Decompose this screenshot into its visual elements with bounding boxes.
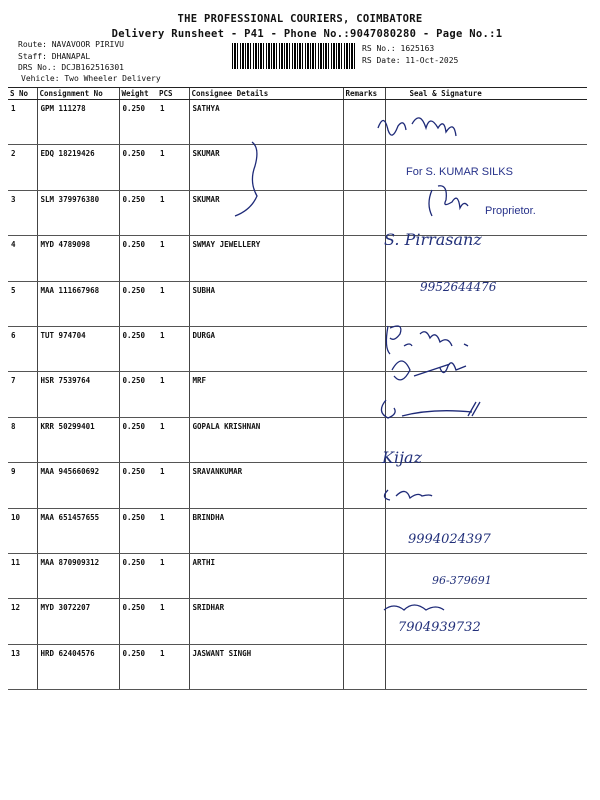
cell-weight: 0.250	[119, 463, 157, 508]
cell-sno: 9	[8, 463, 37, 508]
cell-consignee: BRINDHA	[189, 508, 343, 553]
cell-weight: 0.250	[119, 236, 157, 281]
col-header-signature: Seal & Signature	[385, 88, 587, 100]
cell-pcs: 1	[157, 281, 189, 326]
runsheet-subtitle: Delivery Runsheet - P41 - Phone No.:9047080280 - Page No.:1	[111, 28, 503, 40]
cell-consignment: MAA 870909312	[37, 553, 119, 598]
cell-sno: 6	[8, 326, 37, 371]
drs-number: DRS No.: DCJB162516301	[18, 63, 124, 72]
signature-row1	[378, 118, 456, 136]
cell-sno: 8	[8, 417, 37, 462]
signature-row10	[384, 490, 432, 500]
cell-pcs: 1	[157, 145, 189, 190]
cell-weight: 0.250	[119, 553, 157, 598]
cell-consignee: GOPALA KRISHNAN	[189, 417, 343, 462]
cell-sno: 10	[8, 508, 37, 553]
cell-sno: 13	[8, 644, 37, 689]
col-header-pcs: PCS	[157, 88, 189, 100]
staff-label: Staff: DHANAPAL	[18, 52, 91, 61]
cell-consignment: HRD 62404576	[37, 644, 119, 689]
cell-consignee: ARTHI	[189, 553, 343, 598]
cell-weight: 0.250	[119, 281, 157, 326]
cell-pcs: 1	[157, 190, 189, 235]
shop-stamp-line1: For S. KUMAR SILKS	[406, 166, 513, 178]
cell-sno: 2	[8, 145, 37, 190]
cell-weight: 0.250	[119, 417, 157, 462]
cell-pcs: 1	[157, 236, 189, 281]
handwritten-phone-row12: 96-379691	[432, 574, 492, 587]
cell-sno: 5	[8, 281, 37, 326]
cell-weight: 0.250	[119, 190, 157, 235]
cell-pcs: 1	[157, 100, 189, 145]
route-label: Route: NAVAVOOR PIRIVU	[18, 40, 124, 49]
cell-weight: 0.250	[119, 644, 157, 689]
cell-pcs: 1	[157, 553, 189, 598]
cell-weight: 0.250	[119, 145, 157, 190]
signature-row13	[384, 605, 444, 610]
cell-pcs: 1	[157, 372, 189, 417]
cell-sno: 7	[8, 372, 37, 417]
col-header-weight: Weight	[119, 88, 157, 100]
cell-consignee: SWMAY JEWELLERY	[189, 236, 343, 281]
cell-sno: 3	[8, 190, 37, 235]
cell-weight: 0.250	[119, 508, 157, 553]
signature-row3	[429, 186, 468, 216]
shop-stamp-line2: Proprietor.	[485, 205, 536, 217]
cell-sno: 11	[8, 553, 37, 598]
cell-consignee: SKUMAR	[189, 190, 343, 235]
cell-sno: 12	[8, 599, 37, 644]
cell-consignment: HSR 7539764	[37, 372, 119, 417]
cell-pcs: 1	[157, 463, 189, 508]
cell-consignment: MYD 3072207	[37, 599, 119, 644]
col-header-remarks: Remarks	[343, 88, 385, 100]
cell-pcs: 1	[157, 508, 189, 553]
cell-consignee: SATHYA	[189, 100, 343, 145]
signature-row7	[392, 361, 466, 380]
signature-row6	[386, 326, 468, 354]
cell-consignee: DURGA	[189, 326, 343, 371]
rs-number: RS No.: 1625163	[362, 44, 435, 53]
col-header-consignee: Consignee Details	[189, 88, 343, 100]
cell-consignment: MAA 651457655	[37, 508, 119, 553]
cell-consignment: MAA 945660692	[37, 463, 119, 508]
signature-row9: Kijaz	[382, 448, 422, 467]
cell-consignment: TUT 974704	[37, 326, 119, 371]
cell-consignment: GPM 111278	[37, 100, 119, 145]
cell-sno: 1	[8, 100, 37, 145]
cell-consignee: MRF	[189, 372, 343, 417]
cell-consignment: MAA 111667968	[37, 281, 119, 326]
handwritten-phone-row5: 9952644476	[420, 280, 497, 294]
signature-row8	[381, 400, 480, 418]
signature-row4: S. Pirrasanz	[384, 230, 482, 249]
cell-consignee: SUBHA	[189, 281, 343, 326]
cell-weight: 0.250	[119, 326, 157, 371]
cell-consignee: JASWANT SINGH	[189, 644, 343, 689]
cell-consignment: MYD 4789098	[37, 236, 119, 281]
cell-consignment: EDQ 18219426	[37, 145, 119, 190]
rs-date: RS Date: 11-Oct-2025	[362, 56, 459, 65]
cell-consignee: SKUMAR	[189, 145, 343, 190]
col-header-consignment: Consignment No	[37, 88, 119, 100]
signature-row2-scribble	[235, 142, 257, 216]
cell-pcs: 1	[157, 326, 189, 371]
cell-weight: 0.250	[119, 100, 157, 145]
cell-sno: 4	[8, 236, 37, 281]
cell-weight: 0.250	[119, 599, 157, 644]
company-title: THE PROFESSIONAL COURIERS, COIMBATORE	[177, 13, 423, 25]
cell-consignment: SLM 379976380	[37, 190, 119, 235]
cell-weight: 0.250	[119, 372, 157, 417]
col-header-sno: S No	[8, 88, 37, 100]
vehicle-label: Vehicle: Two Wheeler Delivery	[21, 74, 161, 83]
cell-pcs: 1	[157, 417, 189, 462]
cell-consignment: KRR 50299401	[37, 417, 119, 462]
cell-pcs: 1	[157, 644, 189, 689]
cell-consignee: SRIDHAR	[189, 599, 343, 644]
cell-consignee: SRAVANKUMAR	[189, 463, 343, 508]
handwritten-phone-row11: 9994024397	[408, 532, 491, 547]
cell-pcs: 1	[157, 599, 189, 644]
handwritten-phone-row13: 7904939732	[398, 620, 481, 635]
